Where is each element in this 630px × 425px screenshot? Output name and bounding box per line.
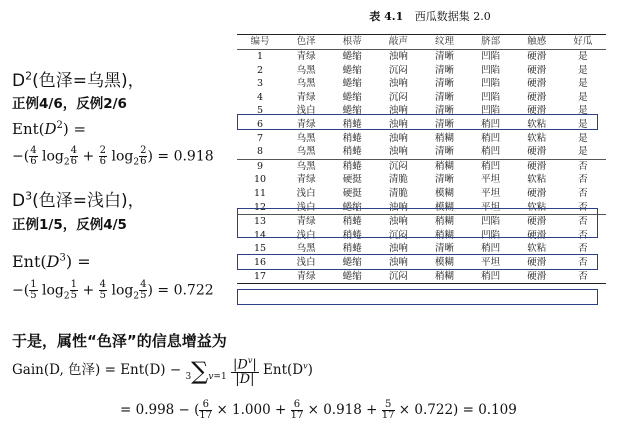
- table-cell: 清脆: [388, 174, 408, 186]
- table-cell: 硬滑: [527, 229, 547, 241]
- table-cell: 平坦: [481, 256, 501, 268]
- table-cell: 蜷缩: [342, 51, 362, 62]
- gain-rhs: $Ent(D^v)$: [263, 361, 313, 379]
- table-cell: 是: [578, 78, 588, 90]
- table-cell: 13: [237, 215, 283, 229]
- table-row: [237, 50, 606, 64]
- table-cell: 乌黑: [296, 78, 316, 90]
- table-cell: 5: [257, 105, 264, 117]
- table-cell: 是: [578, 51, 588, 62]
- table-cell: 否: [578, 229, 588, 241]
- table-cell: 浊响: [388, 78, 408, 90]
- table-cell: 浅白: [296, 201, 316, 213]
- d2-heading: $D^2$(色泽=乌黑)，: [12, 69, 145, 91]
- table-cell: 3: [257, 78, 264, 90]
- gain-lhs: Gain(D, 色泽) = Ent(D) −: [12, 362, 182, 379]
- table-cell: 乌黑: [296, 64, 316, 76]
- table-cell: 稍蜷: [329, 159, 375, 173]
- table-cell: 蜷缩: [342, 201, 362, 213]
- table-cell: 清晰: [435, 105, 455, 117]
- table-cell: 平坦: [481, 174, 501, 186]
- table-cell: 6: [257, 118, 264, 130]
- table-cell: 青绿: [283, 270, 329, 284]
- table-cell: 10: [254, 174, 267, 186]
- table-cell: 是: [578, 146, 588, 158]
- column-header: 色泽: [283, 35, 329, 50]
- table-cell: 7: [257, 132, 264, 144]
- table-cell: 否: [578, 174, 588, 186]
- table-cell: 硬滑: [527, 64, 547, 76]
- table-row: [237, 187, 606, 201]
- table-cell: 1: [257, 51, 264, 62]
- column-header: 脐部: [468, 35, 514, 50]
- table-cell: 稍凹: [481, 118, 501, 130]
- table-cell: 蜷缩: [329, 270, 375, 284]
- gain-fraction: $\frac{|D^v|}{|D|}$: [232, 356, 257, 388]
- table-cell: 稍凹: [468, 159, 514, 173]
- table-cell: 否: [560, 159, 606, 173]
- table-header-row: [237, 35, 606, 50]
- table-cell: 浅白: [296, 229, 316, 241]
- table-caption-label: 表 4.1: [369, 10, 404, 23]
- table-cell: 青绿: [296, 174, 316, 186]
- table-cell: 蜷缩: [342, 78, 362, 90]
- table-cell: 软粘: [527, 118, 547, 130]
- table-cell: 浊响: [388, 132, 408, 144]
- table-cell: 清晰: [435, 64, 455, 76]
- table-cell: 是: [578, 64, 588, 76]
- table-cell: 乌黑: [296, 146, 316, 158]
- d2-counts: 正例4/6，反例2/6: [12, 96, 127, 112]
- table-cell: 稍凹: [481, 146, 501, 158]
- gain-result-value: ) = 0.109: [453, 402, 517, 418]
- column-header: 编号: [237, 35, 283, 50]
- table-cell: 硬滑: [527, 256, 547, 268]
- table-cell: 蜷缩: [342, 91, 362, 103]
- d3-ent-label: $Ent(D^3)$ =: [12, 252, 91, 271]
- table-cell: 16: [254, 256, 267, 268]
- table-cell: 沉闷: [375, 159, 421, 173]
- table-cell: 是: [578, 132, 588, 144]
- table-row: [237, 132, 606, 146]
- table-cell: 否: [578, 201, 588, 213]
- table-caption: [0, 8, 630, 24]
- table-cell: 硬滑: [527, 91, 547, 103]
- table-cell: 凹陷: [481, 51, 501, 62]
- table-row: [237, 145, 606, 159]
- table-cell: 稍蜷: [342, 132, 362, 144]
- table-cell: 硬滑: [527, 78, 547, 90]
- d3-ent-result: = 0.722: [157, 282, 214, 299]
- table-cell: 硬滑: [514, 270, 560, 284]
- table-cell: 硬滑: [527, 105, 547, 117]
- table-cell: 软粘: [527, 132, 547, 144]
- table-cell: 凹陷: [481, 229, 501, 241]
- watermelon-dataset-table: [237, 34, 606, 284]
- table-cell: 浊响: [388, 256, 408, 268]
- table-cell: 否: [578, 187, 588, 199]
- table-cell: 14: [254, 229, 267, 241]
- highlight-rows-11-12: [237, 208, 598, 238]
- table-cell: 硬挺: [342, 174, 362, 186]
- table-cell: 沉闷: [388, 64, 408, 76]
- highlight-row-16: [237, 289, 598, 305]
- table-cell: 硬挺: [342, 187, 362, 199]
- d3-heading: $D^3$(色泽=浅白)，: [12, 189, 145, 211]
- table-cell: 清晰: [435, 146, 455, 158]
- table-cell: 浅白: [296, 256, 316, 268]
- highlight-row-14: [237, 254, 598, 270]
- table-cell: 青绿: [283, 215, 329, 229]
- table-row: [237, 91, 606, 105]
- table-row: [237, 64, 606, 78]
- table-cell: 2: [257, 64, 264, 76]
- table-cell: 凹陷: [481, 64, 501, 76]
- table-cell: 稍蜷: [342, 243, 362, 255]
- d3-counts: 正例1/5，反例4/5: [12, 217, 127, 233]
- table-cell: 稍糊: [422, 215, 468, 229]
- column-header: 根蒂: [329, 35, 375, 50]
- table-cell: 乌黑: [296, 132, 316, 144]
- table-cell: 硬滑: [514, 159, 560, 173]
- gain-result-prefix: = 0.998 − (: [120, 402, 200, 418]
- table-cell: 浊响: [388, 105, 408, 117]
- table-cell: 蜷缩: [342, 64, 362, 76]
- table-cell: 是: [578, 118, 588, 130]
- table-cell: 清晰: [435, 118, 455, 130]
- table-cell: 清晰: [435, 243, 455, 255]
- table-cell: 清晰: [435, 91, 455, 103]
- table-cell: 硬滑: [514, 215, 560, 229]
- table-caption-title: 西瓜数据集 2.0: [414, 10, 491, 23]
- column-header: 纹理: [422, 35, 468, 50]
- table-cell: 乌黑: [296, 243, 316, 255]
- table-cell: 浅白: [296, 187, 316, 199]
- table-cell: 稍蜷: [342, 118, 362, 130]
- table-cell: 凹陷: [468, 215, 514, 229]
- table-cell: 15: [254, 243, 267, 255]
- table-cell: 浊响: [388, 201, 408, 213]
- table-row: [237, 159, 606, 173]
- table-cell: 蜷缩: [342, 256, 362, 268]
- table-cell: 青绿: [296, 118, 316, 130]
- table-cell: 稍糊: [422, 270, 468, 284]
- table-cell: 是: [578, 91, 588, 103]
- table-cell: 否: [560, 270, 606, 284]
- table-cell: 软粘: [527, 174, 547, 186]
- d2-ent-result: = 0.918: [157, 148, 214, 165]
- table-cell: 稍糊: [422, 159, 468, 173]
- table-cell: 清晰: [435, 174, 455, 186]
- d2-ent-formula: −( $\frac{4}{6}$ $\log_2$ $\frac{4}{6}$ + $\frac{2}{6}$ $\log_2$ $\frac{2}{6}$ ) = 0.918: [12, 145, 214, 168]
- table-cell: 是: [578, 105, 588, 117]
- table-cell: 稍凹: [468, 270, 514, 284]
- table-cell: 11: [254, 187, 267, 199]
- d2-ent-label: $Ent(D^2)$ =: [12, 120, 87, 138]
- table-cell: 青绿: [296, 91, 316, 103]
- table-cell: 17: [237, 270, 283, 284]
- table-cell: 稍糊: [435, 132, 455, 144]
- table-cell: 稍蜷: [342, 229, 362, 241]
- table-cell: 稍蜷: [342, 146, 362, 158]
- table-cell: 稍糊: [435, 229, 455, 241]
- table-cell: 4: [257, 91, 264, 103]
- table-cell: 沉闷: [388, 91, 408, 103]
- table-cell: 青绿: [296, 51, 316, 62]
- table-cell: 否: [578, 256, 588, 268]
- table-cell: 12: [254, 201, 267, 213]
- table-cell: 凹陷: [481, 91, 501, 103]
- table-cell: 9: [237, 159, 283, 173]
- table-cell: 浊响: [388, 243, 408, 255]
- table-cell: 浊响: [388, 51, 408, 62]
- table-cell: 浅白: [296, 105, 316, 117]
- table-cell: 浊响: [388, 146, 408, 158]
- gain-result-line: = 0.998 − ( $\frac{6}{17}$ × 1.000 + $\frac{6}{17}$ × 0.918 + $\frac{5}{17}$ × 0.722) = 0.109: [120, 399, 517, 421]
- table-cell: 软粘: [527, 201, 547, 213]
- table-cell: 乌黑: [283, 159, 329, 173]
- table-cell: 沉闷: [388, 229, 408, 241]
- table-cell: 硬滑: [527, 187, 547, 199]
- table-cell: 8: [257, 146, 264, 158]
- table-cell: 浊响: [375, 215, 421, 229]
- table-cell: 沉闷: [375, 270, 421, 284]
- highlight-row-5: [237, 114, 598, 130]
- table-cell: 模糊: [435, 187, 455, 199]
- table-cell: 凹陷: [481, 78, 501, 90]
- table-cell: 软粘: [527, 243, 547, 255]
- sum-symbol: 3∑v=1: [185, 356, 227, 385]
- column-header: 敲声: [375, 35, 421, 50]
- column-header: 好瓜: [560, 35, 606, 50]
- table-cell: 清脆: [388, 187, 408, 199]
- d3-ent-formula: −( $\frac{1}{5}$ $\log_2$ $\frac{1}{5}$ + $\frac{4}{5}$ $\log_2$ $\frac{4}{5}$ ) = 0.722: [12, 279, 214, 302]
- table-cell: 稍凹: [481, 243, 501, 255]
- gain-formula: [12, 354, 313, 387]
- table-cell: 硬滑: [527, 146, 547, 158]
- table-body: [237, 50, 606, 284]
- table-cell: 模糊: [435, 201, 455, 213]
- table-cell: 稍凹: [481, 132, 501, 144]
- table-cell: 清晰: [435, 51, 455, 62]
- table-cell: 凹陷: [481, 105, 501, 117]
- table-cell: 模糊: [435, 256, 455, 268]
- table-cell: 蜷缩: [342, 105, 362, 117]
- column-header: 触感: [514, 35, 560, 50]
- table-cell: 平坦: [481, 187, 501, 199]
- table-row: [237, 173, 606, 187]
- table-cell: 否: [560, 215, 606, 229]
- table-row: [237, 77, 606, 91]
- table-cell: 清晰: [435, 78, 455, 90]
- table-cell: 硬滑: [527, 51, 547, 62]
- gain-conclusion: 于是，属性“色泽”的信息增益为: [12, 332, 227, 350]
- table-cell: 浊响: [388, 118, 408, 130]
- table-cell: 稍蜷: [329, 215, 375, 229]
- table-cell: 平坦: [481, 201, 501, 213]
- table-row: [237, 270, 606, 284]
- table-cell: 否: [578, 243, 588, 255]
